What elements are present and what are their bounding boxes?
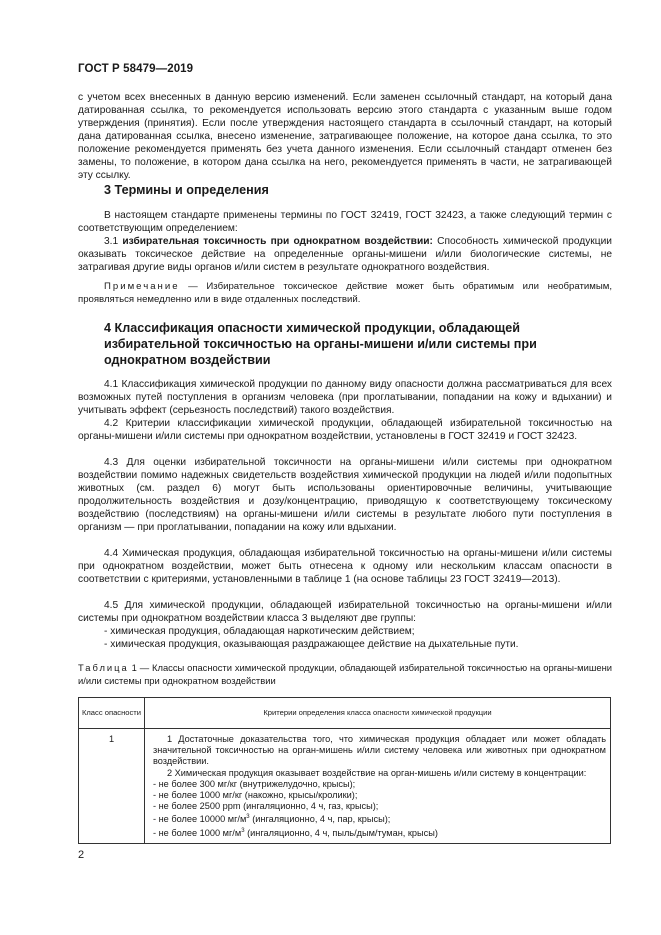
limit-item: - не более 300 мг/кг (внутрижелудочно, крысы); xyxy=(153,778,356,789)
term-number: 3.1 xyxy=(104,236,119,247)
hazard-class-cell: 1 xyxy=(79,729,145,844)
list-item: - химическая продукция, обладающая наркотическим действием; xyxy=(104,626,415,637)
table-header-row xyxy=(79,698,611,729)
criterion-1: 1 Достаточные доказательства того, что химическая продукция обладает или может обладать значительной токсичностью на орган-мишень и/или систему человека или животных при однократном воздействии. xyxy=(153,734,606,767)
column-header-criteria: Критерии определения класса опасности химической продукции xyxy=(145,698,611,729)
criterion-2: 2 Химическая продукция оказывает воздействие на орган-мишень и/или систему в концентрации: xyxy=(167,767,587,778)
term-text: Способность химической продукции оказывать токсическое действие на определенные органы-мишени и/или биологические системы, не затрагивая другие виды органов и/или систем в результате однократного воздействия. xyxy=(78,236,612,273)
criteria-cell xyxy=(145,729,611,844)
table-row xyxy=(79,729,611,844)
note-label: Примечание xyxy=(104,281,180,292)
paragraph-4-5: 4.5 Для химической продукции, обладающей избирательной токсичностью на органы-мишени и/или системы при однократном воздействии класса 3 выделяют две группы: xyxy=(78,600,612,624)
page-number: 2 xyxy=(78,849,85,861)
section-4-heading: 4 Классификация опасности химической продукции, обладающей избирательной токсичностью на органы-мишени и/или системы при однократном воздействии xyxy=(104,321,537,367)
limit-item: - не более 1000 мг/кг (накожно, крысы/кролики); xyxy=(153,790,358,801)
paragraph-4-4: 4.4 Химическая продукция, обладающая избирательной токсичностью на органы-мишени и/или системы при однократном воздействии, может быть отнесена к одному или нескольким классам опасности в соответствии с критериями, установленными в таблице 1 (на основе таблицы 23 ГОСТ 32419—2013). xyxy=(78,548,612,585)
classification-table xyxy=(78,697,611,844)
intro-paragraph: с учетом всех внесенных в данную версию изменений. Если заменен ссылочный стандарт, на который дана датированная ссылка, то рекомендуется использовать версию этого стандарта с указанным выше годом утверждения (принятия). Если после утверждения настоящего стандарта в ссылочный стандарт, на который дана датированная ссылка, внесено изменение, затрагивающее положение, на которое дана ссылка, то это положение рекомендуется применять без учета данного изменения. Если ссылочный стандарт отменен без замены, то положение, в котором дана ссылка на него, рекомендуется применять в части, не затрагивающей эту ссылку. xyxy=(78,92,612,181)
section-3-heading: 3 Термины и определения xyxy=(104,183,269,197)
standard-header: ГОСТ Р 58479—2019 xyxy=(78,63,194,75)
column-header-class: Класс опасности xyxy=(79,698,145,729)
section-3-paragraph: В настоящем стандарте применены термины по ГОСТ 32419, ГОСТ 32423, а также следующий термин с соответствующим определением: xyxy=(78,210,612,234)
paragraph-4-2: 4.2 Критерии классификации химической продукции, обладающей избирательной токсичностью на органы-мишени и/или системы при однократном воздействии, установлены в ГОСТ 32419 и ГОСТ 32423. xyxy=(78,418,612,442)
table-caption-label: Таблица xyxy=(78,662,129,673)
term-name: избирательная токсичность при однократном воздействии: xyxy=(122,236,433,247)
limit-item: - не более 10000 $мг/м^3$ (ингаляционно, 4 ч, пар, крысы); xyxy=(153,814,391,825)
limit-item: - не более 2500 ppm (ингаляционно, 4 ч, газ, крысы); xyxy=(153,801,379,812)
note xyxy=(78,281,612,306)
term-definition xyxy=(78,235,612,274)
table-caption xyxy=(78,662,612,687)
paragraph-4-3: 4.3 Для оценки избирательной токсичности на органы-мишени и/или системы при однократном воздействии помимо надежных свидетельств воздействия химической продукции на людей и/или подопытных животных (см. раздел 6) могут быть использованы ориентировочные величины, учитывающие продолжительность воздействия и дозу/концентрацию, приводящую к соответствующему токсическому воздействию (последствиям) на органы-мишени и/или системы в результате любого пути поступления в организм — при проглатывании, попадании на кожу или вдыхании. xyxy=(78,457,612,533)
note-text: — Избирательное токсическое действие может быть обратимым или необратимым, проявляться немедленно или в виде отдаленных последствий. xyxy=(78,281,612,305)
table-caption-text: 1 — Классы опасности химической продукции, обладающей избирательной токсичностью на органы-мишени и/или системы при однократном воздействии xyxy=(78,662,612,686)
paragraph-4-1: 4.1 Классификация химической продукции по данному виду опасности должна рассматриваться для всех возможных путей поступления в организм человека (при проглатывании, попадании на кожу и вдыхании) и учитывать эффект (серьезность последствий) такого воздействия. xyxy=(78,379,612,416)
limit-item: - не более 1000 $мг/м^3$ (ингаляционно, 4 ч, пыль/дым/туман, крысы) xyxy=(153,827,438,838)
list-item: - химическая продукция, оказывающая раздражающее действие на дыхательные пути. xyxy=(104,639,519,650)
